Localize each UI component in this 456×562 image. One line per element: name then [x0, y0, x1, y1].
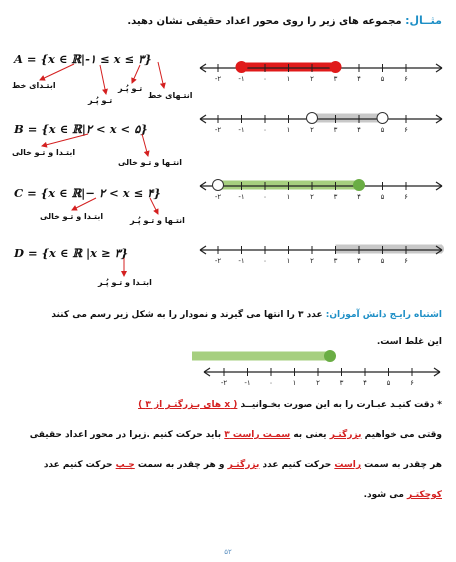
closed-endpoint	[354, 180, 365, 191]
tick-label: ۰	[263, 75, 267, 83]
mistake-line-2: این غلط است.	[376, 337, 442, 347]
note-a-closed-2: تـو پُـر	[118, 84, 143, 93]
note-c-end: انتـها و تـو پُـر	[130, 216, 185, 225]
explain-text: حرکت کنیم عدد	[262, 460, 332, 470]
tick-label: ۰	[263, 126, 267, 134]
arrow-a-closed-1	[100, 65, 106, 94]
tick-label: ۶	[404, 193, 408, 201]
tick-label: -۲	[220, 379, 228, 387]
note-b-start: ابتـدا و تـو خالی	[12, 148, 76, 157]
open-endpoint	[213, 180, 224, 191]
arrow-a-end	[158, 62, 164, 88]
number-line-a	[196, 52, 446, 88]
explain-text: یعنی به	[293, 430, 327, 440]
tip-prefix: * دقت کنیـد عبـارت را به این صورت بخـوانیــد	[240, 400, 442, 410]
tick-label: ۴	[363, 379, 367, 387]
tip-highlight: ( x های بـزرگتـر از ۳ )	[138, 400, 238, 410]
number-line-d	[196, 234, 446, 270]
explain-line-2	[12, 460, 442, 470]
explain-highlight: بزرگتـر	[329, 430, 362, 440]
tick-label: ۰	[269, 379, 273, 387]
tick-label: ۳	[339, 379, 344, 387]
tick-label: ۱	[286, 75, 291, 83]
tick-label: ۳	[333, 126, 338, 134]
arrow-a-start	[40, 64, 74, 80]
tick-label: ۲	[310, 126, 314, 134]
set-c-definition: C = {x ∈ ℝ|− ۲ < x ≤ ۴}	[14, 186, 161, 200]
tick-label: ۶	[410, 379, 414, 387]
number-line-b	[196, 103, 446, 139]
arrow-b-end	[142, 134, 148, 156]
tick-label: ۴	[357, 257, 361, 265]
explain-highlight: سمـت راست ۳	[224, 430, 291, 440]
explain-text: هر چقدر به سمت	[364, 460, 442, 470]
set-b-definition: B = {x ∈ ℝ|۲ < x < ۵}	[14, 122, 148, 136]
tick-label: ۰	[263, 257, 267, 265]
explain-text: می شود.	[363, 490, 404, 500]
tick-label: ۶	[404, 257, 408, 265]
mistake-text: عدد ۳ را انتها می گیرند و نمودار را به شکل زیر رسم می کنند	[51, 310, 323, 320]
note-b-end: انتـها و تـو خالی	[118, 158, 182, 167]
tick-label: -۲	[214, 75, 222, 83]
tick-label: ۱	[286, 257, 291, 265]
tick-label: -۱	[238, 75, 245, 83]
explain-highlight: چـپ	[115, 460, 135, 470]
tick-label: -۱	[244, 379, 251, 387]
number-line-c	[196, 170, 446, 206]
number-line-wrong	[190, 348, 446, 388]
tick-label: -۱	[238, 126, 245, 134]
tick-label: -۲	[214, 193, 222, 201]
mistake-lead: اشتباه رایـج دانش آموزان:	[325, 310, 442, 320]
tick-label: ۴	[357, 126, 361, 134]
set-a-definition: A = {x ∈ ℝ|-۱ ≤ x ≤ ۳}	[14, 52, 152, 66]
explain-text: باید حرکت کنیم .زیرا در محور اعداد حقیقی	[29, 430, 222, 440]
tick-label: ۳	[333, 193, 338, 201]
tick-label: ۵	[380, 257, 385, 265]
set-d-definition: D = {x ∈ ℝ |x ≥ ۳}	[14, 246, 129, 260]
closed-endpoint	[236, 62, 247, 73]
note-a-end: انتـهای خط	[148, 91, 193, 100]
explain-text: وقتی می خواهیم	[364, 430, 442, 440]
tick-label: ۶	[404, 75, 408, 83]
arrow-c-start	[72, 198, 96, 210]
explain-line-3	[12, 490, 442, 500]
tick-label: ۳	[333, 75, 338, 83]
tip-line	[12, 400, 442, 410]
open-endpoint	[307, 113, 318, 124]
wrong-endpoint	[324, 350, 336, 362]
note-a-closed-1: تـو پُـر	[88, 96, 113, 105]
mistake-paragraph	[12, 310, 442, 320]
tick-label: ۵	[380, 75, 385, 83]
tick-label: -۲	[214, 126, 222, 134]
tick-label: ۵	[386, 379, 391, 387]
tick-label: ۵	[380, 126, 385, 134]
note-d-start: ابتـدا و تـو پُـر	[98, 278, 152, 287]
tick-label: ۰	[263, 193, 267, 201]
tick-label: ۳	[333, 257, 338, 265]
tick-label: ۲	[310, 75, 314, 83]
note-c-start: ابتـدا و تـو خالی	[40, 212, 104, 221]
heading-text: مجموعه های زیر را روی محور اعداد حقیقی نشان دهید.	[127, 16, 402, 27]
explain-text: حرکت کنیم عدد	[43, 460, 113, 470]
explain-highlight: بزرگتـر	[227, 460, 260, 470]
tick-label: -۱	[238, 193, 245, 201]
note-a-start: ابتـدای خط	[12, 81, 56, 90]
explain-text: و هر چقدر به سمت	[137, 460, 225, 470]
tick-label: ۲	[310, 193, 314, 201]
tick-label: ۶	[404, 126, 408, 134]
tick-label: ۲	[316, 379, 320, 387]
tick-label: ۵	[380, 193, 385, 201]
arrow-b-start	[42, 134, 88, 146]
explain-highlight: راست	[334, 460, 362, 470]
tick-label: ۱	[286, 126, 291, 134]
tick-label: ۱	[292, 379, 297, 387]
tick-label: ۱	[286, 193, 291, 201]
arrow-c-end	[150, 198, 158, 214]
arrow-a-closed-2	[132, 65, 140, 83]
tick-label: -۱	[238, 257, 245, 265]
explain-line-1	[12, 430, 442, 440]
tick-label: ۴	[357, 75, 361, 83]
open-endpoint	[377, 113, 388, 124]
explain-highlight: کوچکتـر	[407, 490, 442, 500]
closed-endpoint	[330, 62, 341, 73]
tick-label: -۲	[214, 257, 222, 265]
page-number: ۵۲	[224, 548, 232, 556]
tick-label: ۴	[357, 193, 361, 201]
tick-label: ۲	[310, 257, 314, 265]
heading-lead: مثــال:	[405, 14, 442, 27]
